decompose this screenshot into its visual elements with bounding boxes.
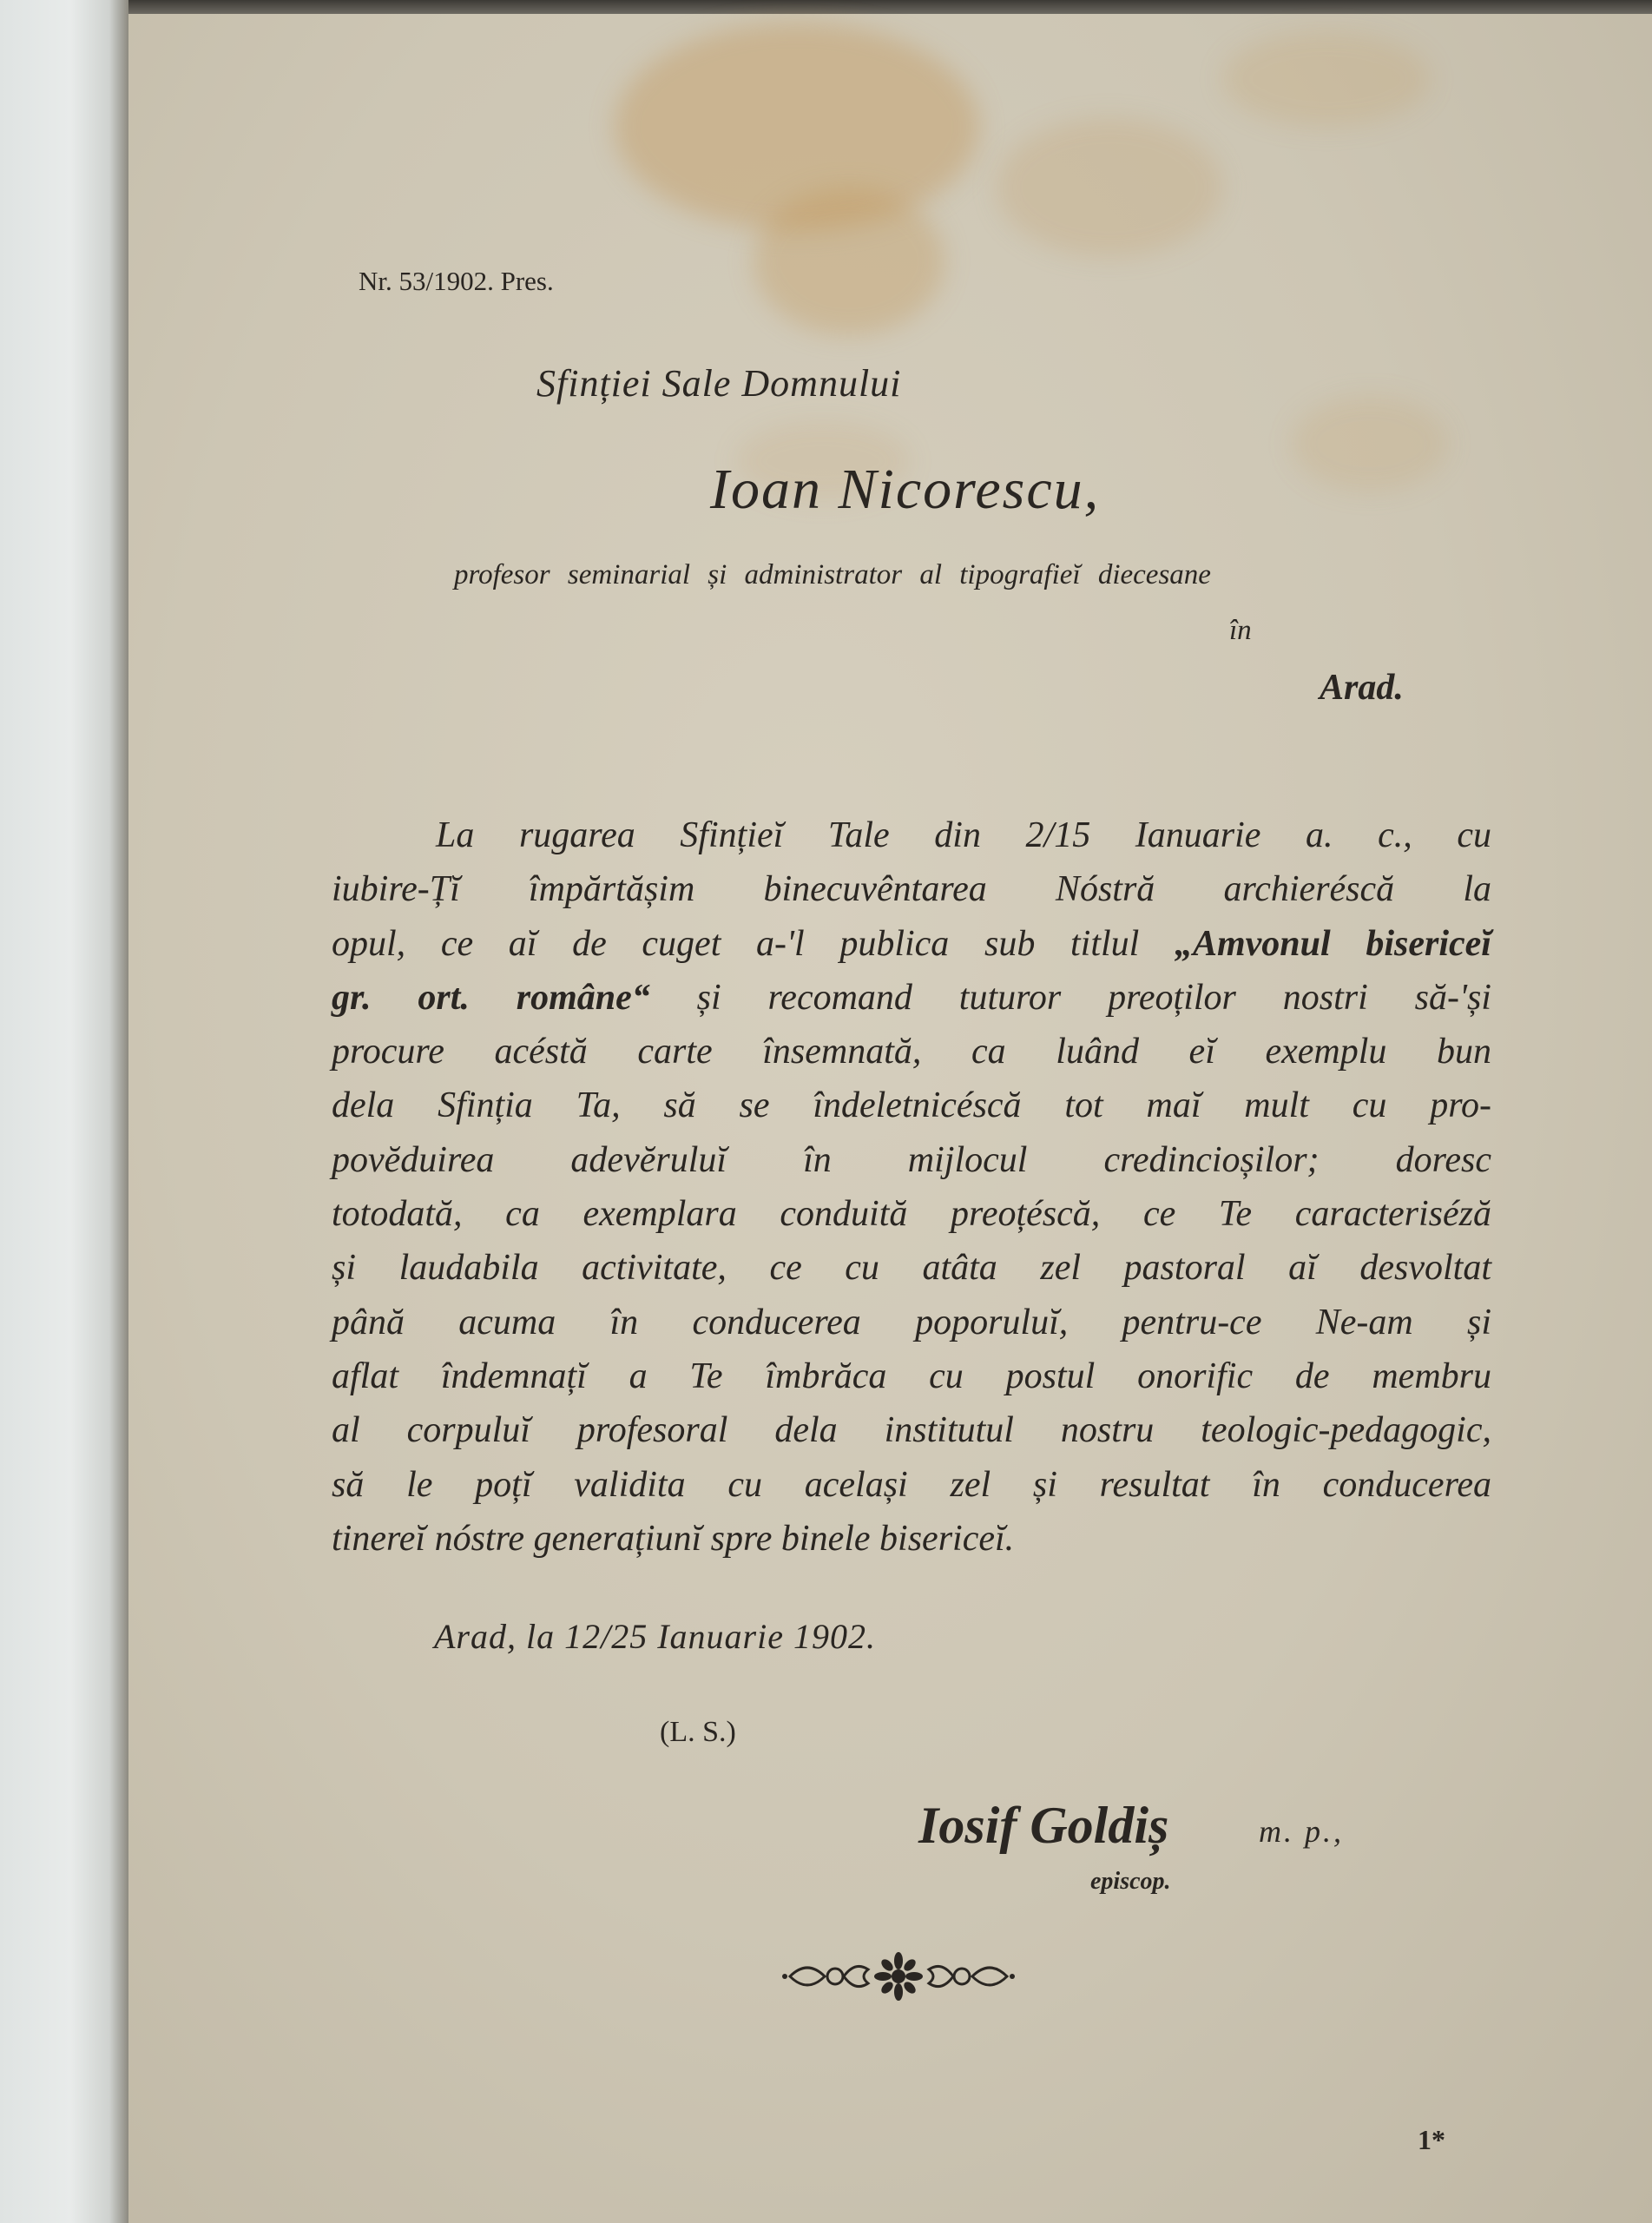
body-line — [332, 1349, 1491, 1403]
recipient-title: profesor seminarial și administrator al tipografieĭ diecesane — [454, 559, 1211, 590]
page-top-shadow — [128, 0, 1652, 14]
water-stain — [1222, 31, 1431, 127]
signature: Iosif Goldiș — [918, 1797, 1169, 1854]
water-stain — [754, 188, 944, 335]
body-line-text: totodată, ca exemplara conduită preoțéscă, ce Te caracteriséză — [332, 1194, 1491, 1235]
body-line — [332, 1133, 1491, 1187]
body-line — [332, 1458, 1491, 1512]
book-title-part-2: gr. ort. române“ — [332, 977, 650, 1018]
body-line-text: opul, ce aĭ de cuget a-'l publica sub titlul — [332, 923, 1175, 964]
body-line — [332, 1187, 1491, 1241]
seal-mark: (L. S.) — [660, 1716, 736, 1748]
body-line-text: dela Sfinția Ta, să se îndeletnicéscă tot maĭ mult cu pro- — [332, 1085, 1491, 1126]
body-line — [332, 808, 1491, 862]
body-line-text: și recomand tuturor preoților nostri să-'și — [649, 977, 1491, 1018]
body-line — [332, 917, 1491, 971]
water-stain — [1292, 396, 1448, 491]
body-line — [332, 1512, 1491, 1566]
book-title-part-1: „Amvonul bisericeĭ — [1174, 923, 1491, 964]
body-line-text: aflat îndemnațĭ a Te îmbrăca cu postul onorific de membru — [332, 1356, 1491, 1396]
body-line — [332, 1025, 1491, 1079]
body-line — [332, 971, 1491, 1025]
body-line-text: al corpuluĭ profesoral dela institutul nostru teologic-pedagogic, — [332, 1410, 1491, 1451]
body-line — [332, 1296, 1491, 1349]
body-line-text: să le poțĭ validita cu același zel și resultat în conducerea — [332, 1464, 1491, 1505]
page-number: 1* — [1418, 2124, 1445, 2155]
letter-page — [128, 14, 1652, 2223]
signature-suffix: m. p., — [1259, 1814, 1344, 1849]
body-line-text: până acuma în conducerea poporuluĭ, pentru-ce Ne-am și — [332, 1302, 1491, 1342]
body-line-text: povĕduirea adevĕruluĭ în mijlocul credincioșilor; doresc — [332, 1139, 1491, 1180]
body-line-text: iubire-Țĭ împărtășim binecuvêntarea Nóstră archieréscă la — [332, 869, 1491, 910]
body-line — [332, 1241, 1491, 1295]
recipient-in: în — [1229, 615, 1252, 646]
signature-title: episcop. — [1090, 1868, 1171, 1895]
body-line — [332, 1079, 1491, 1132]
water-stain — [997, 118, 1222, 257]
book-cover-edge — [0, 0, 128, 2223]
body-line-text: și laudabila activitate, ce cu atâta zel pastoral aĭ desvoltat — [332, 1248, 1491, 1289]
recipient-city: Arad. — [1320, 668, 1404, 708]
reference-number: Nr. 53/1902. Pres. — [359, 266, 554, 296]
body-line-text: La rugarea Sfințieĭ Tale din 2/15 Ianuarie a. c., cu — [436, 815, 1491, 855]
body-line — [332, 1403, 1491, 1457]
body-line-text: tinereĭ nóstre generațiunĭ spre binele bisericeĭ. — [332, 1518, 1015, 1559]
body-line — [332, 862, 1491, 916]
salutation: Sfinției Sale Domnului — [536, 362, 902, 405]
floral-ornament-icon — [781, 1950, 1016, 2002]
letter-body — [332, 808, 1491, 1566]
body-line-text: procure acéstă carte însemnată, ca luând eĭ exemplu bun — [332, 1032, 1491, 1072]
date-line: Arad, la 12/25 Ianuarie 1902. — [434, 1617, 876, 1656]
recipient-name: Ioan Nicorescu, — [710, 458, 1101, 521]
